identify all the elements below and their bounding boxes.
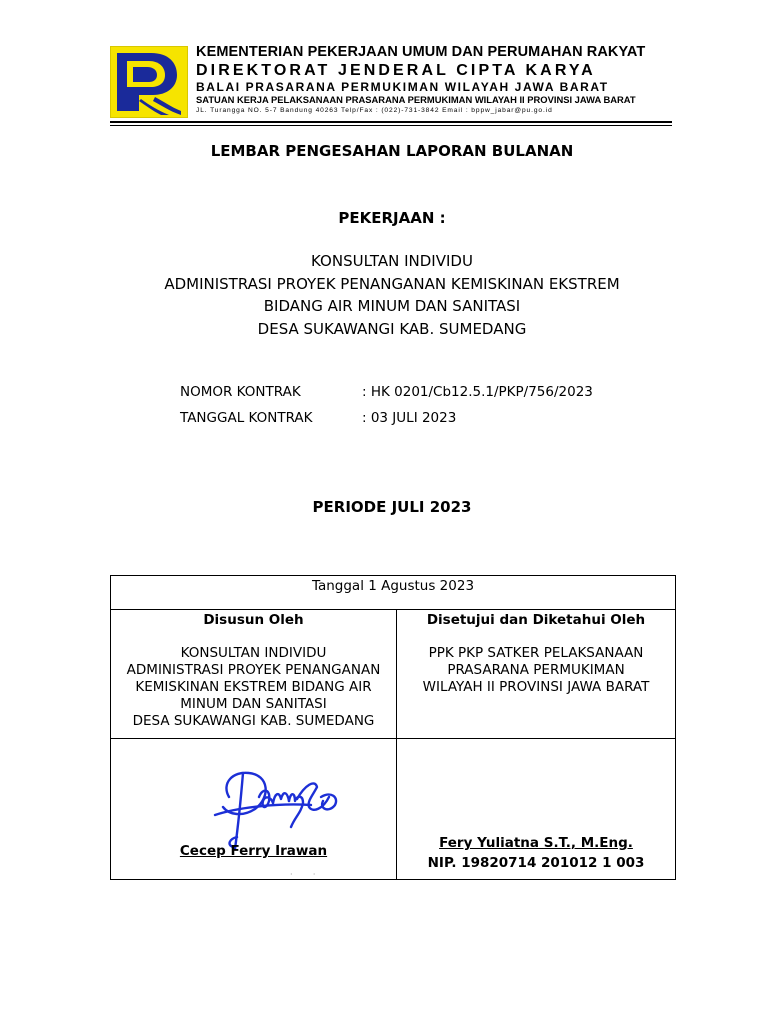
preparer-name: Cecep Ferry Irawan: [179, 843, 328, 859]
work-description: [0, 250, 768, 340]
directorate-name: DIREKTORAT JENDERAL CIPTA KARYA: [196, 62, 596, 79]
letterhead-rule: [110, 121, 672, 123]
document-title: LEMBAR PENGESAHAN LAPORAN BULANAN: [210, 142, 574, 160]
prepared-by-cell: [111, 610, 397, 739]
satker-name: SATUAN KERJA PELAKSANAAN PRASARANA PERMUKIMAN WILAYAH II PROVINSI JAWA BARAT: [196, 94, 636, 105]
approval-date: Tanggal 1 Agustus 2023: [311, 578, 475, 594]
approval-table: [110, 575, 676, 880]
description-line: KONSULTAN INDIVIDU: [311, 252, 473, 270]
approved-by-line: PRASARANA PERMUKIMAN: [447, 662, 625, 678]
contract-number-label: NOMOR KONTRAK: [180, 384, 301, 400]
letterhead-rule-thin: [110, 125, 672, 126]
approved-by-heading: Disetujui dan Diketahui Oleh: [426, 612, 646, 628]
pupr-logo: [110, 46, 188, 118]
pekerjaan-label: PEKERJAAN :: [338, 209, 446, 227]
contract-date-value: : 03 JULI 2023: [362, 410, 457, 426]
preparer-signature-cell: [111, 739, 397, 880]
contract-number-value: : HK 0201/Cb12.5.1/PKP/756/2023: [362, 384, 593, 400]
approved-by-line: WILAYAH II PROVINSI JAWA BARAT: [422, 679, 650, 695]
prepared-by-line: MINUM DAN SANITASI: [180, 696, 327, 712]
prepared-by-line: DESA SUKAWANGI KAB. SUMEDANG: [132, 713, 375, 729]
approver-nip: NIP. 19820714 201012 1 003: [427, 855, 645, 871]
approver-signature-cell: [397, 739, 676, 880]
description-line: DESA SUKAWANGI KAB. SUMEDANG: [257, 319, 527, 338]
balai-name: BALAI PRASARANA PERMUKIMAN WILAYAH JAWA BARAT: [196, 80, 609, 94]
approver-name: Fery Yuliatna S.T., M.Eng.: [439, 835, 633, 851]
approval-date-cell: [111, 576, 676, 610]
ministry-name: KEMENTERIAN PEKERJAAN UMUM DAN PERUMAHAN RAKYAT: [196, 44, 646, 60]
letterhead: [196, 44, 670, 115]
approved-by-line: PPK PKP SATKER PELAKSANAAN: [428, 645, 644, 661]
period-heading: PERIODE JULI 2023: [312, 498, 472, 516]
prepared-by-line: ADMINISTRASI PROYEK PENANGANAN: [126, 662, 381, 678]
description-line: BIDANG AIR MINUM DAN SANITASI: [263, 297, 521, 316]
address-line: JL. Turangga NO. 5-7 Bandung 40263 Telp/Fax : (022)-731-3842 Email : bppw_jabar@pu.go.id: [196, 107, 553, 114]
prepared-by-line: KONSULTAN INDIVIDU: [180, 645, 327, 661]
description-line: ADMINISTRASI PROYEK PENANGANAN KEMISKINAN EKSTREM: [164, 274, 620, 293]
scan-artifact: · ·: [290, 870, 316, 879]
prepared-by-heading: Disusun Oleh: [203, 612, 304, 628]
contract-date-label: TANGGAL KONTRAK: [180, 410, 313, 426]
handwritten-signature: [199, 757, 349, 855]
prepared-by-line: KEMISKINAN EKSTREM BIDANG AIR: [135, 679, 372, 695]
approved-by-cell: [397, 610, 676, 739]
